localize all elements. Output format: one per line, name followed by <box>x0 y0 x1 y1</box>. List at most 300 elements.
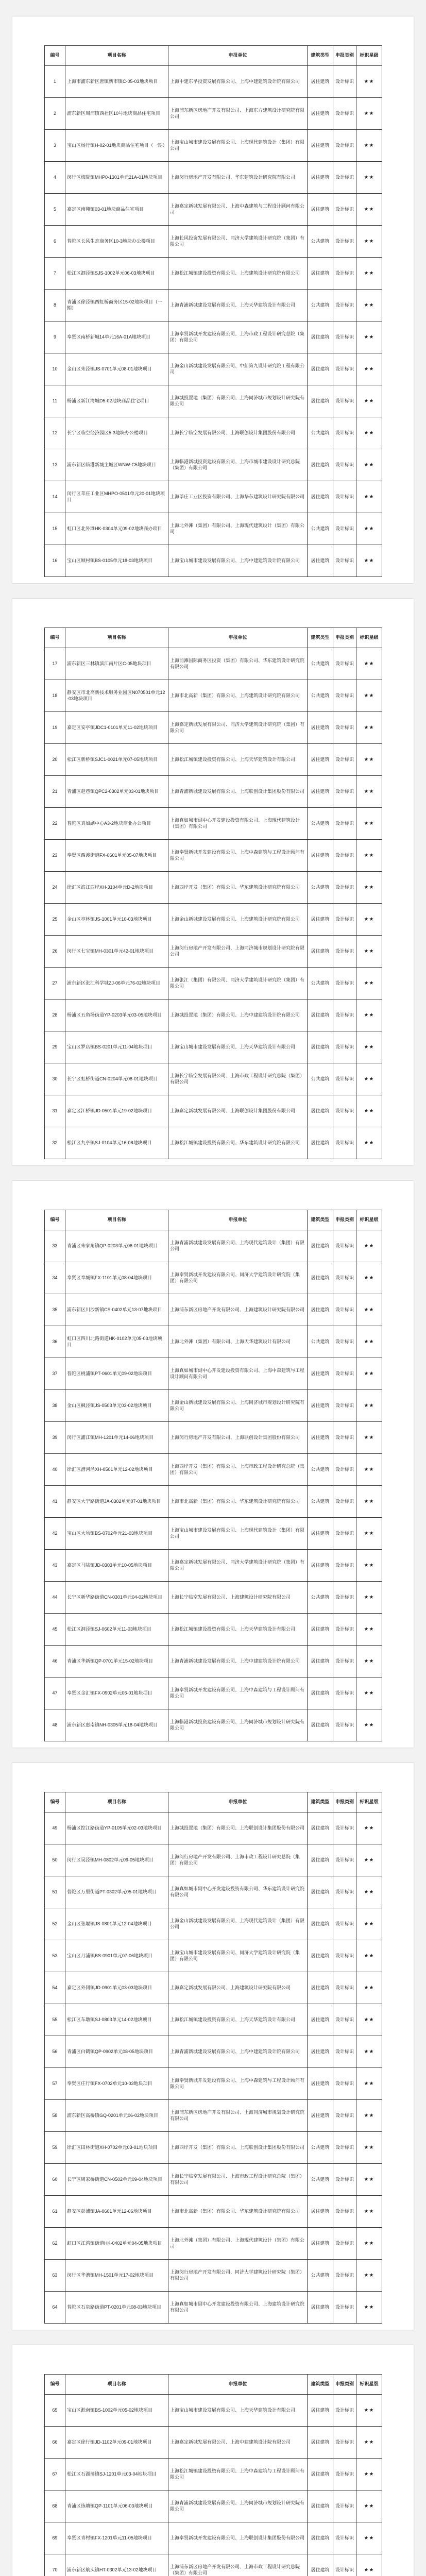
table-row <box>45 744 382 776</box>
cell-applicant: 上海宝山城市建设发展有限公司、上海中建建筑设计院有限公司 <box>168 545 308 577</box>
cell-no: 15 <box>45 513 65 545</box>
cell-building-type: 居住建筑 <box>308 2100 333 2132</box>
table-row <box>45 98 382 130</box>
cell-no: 39 <box>45 1422 65 1454</box>
cell-star-rating: ★★ <box>356 2522 382 2554</box>
cell-building-type: 居住建筑 <box>308 1614 333 1646</box>
cell-project-name: 普陀区长风生态商务区10-3地块办公楼项目 <box>65 226 168 258</box>
cell-building-type: 居住建筑 <box>308 1646 333 1677</box>
cell-project-name: 普陀区真如副中心A3-2地块商业办公项目 <box>65 808 168 840</box>
cell-project-name: 静安区彭浦镇JA-0601单元12-06地块项目 <box>65 2196 168 2228</box>
table-row <box>45 2292 382 2324</box>
cell-applicant: 上海宝山城市建设发展有限公司、上海天华建筑设计有限公司 <box>168 1031 308 1063</box>
cell-category: 设计标识 <box>333 258 356 290</box>
cell-star-rating: ★★ <box>356 872 382 904</box>
cell-category: 设计标识 <box>333 2260 356 2292</box>
header-name: 项目名称 <box>65 628 168 648</box>
cell-category: 设计标识 <box>333 1294 356 1326</box>
cell-building-type: 居住建筑 <box>308 1294 333 1326</box>
cell-project-name: 静安区大宁路街道JA-0302单元07-01地块项目 <box>65 1486 168 1518</box>
cell-category: 设计标识 <box>333 290 356 321</box>
cell-applicant: 上海真如城市副中心开发建设投资有限公司、上海现代建筑设计（集团）有限公司 <box>168 808 308 840</box>
header-name: 项目名称 <box>65 2375 168 2395</box>
cell-category: 设计标识 <box>333 162 356 194</box>
cell-star-rating: ★★ <box>356 2068 382 2100</box>
cell-category: 设计标识 <box>333 2100 356 2132</box>
cell-project-name: 青浦区白鹤镇QP-0902单元08-05地块项目 <box>65 2036 168 2068</box>
cell-project-name: 宝山区大场镇BS-0702单元21-03地块项目 <box>65 1518 168 1550</box>
cell-no: 1 <box>45 66 65 98</box>
header-unit: 申报单位 <box>168 1210 308 1230</box>
cell-no: 19 <box>45 712 65 744</box>
cell-category: 设计标识 <box>333 2522 356 2554</box>
cell-project-name: 闵行区莘庄工业区MHPO-0501单元20-01地块项目 <box>65 481 168 513</box>
cell-category: 设计标识 <box>333 2132 356 2164</box>
cell-category: 设计标识 <box>333 321 356 353</box>
project-table <box>44 45 382 577</box>
cell-applicant: 上海长宁临空发展有限公司、上海市政工程设计研究总院（集团）有限公司 <box>168 1063 308 1095</box>
cell-applicant: 上海奉贤新城开发建设有限公司、上海中森建筑与工程设计顾问有限公司 <box>168 840 308 872</box>
header-mark: 标识星级 <box>356 628 382 648</box>
cell-star-rating: ★★ <box>356 1844 382 1876</box>
cell-star-rating: ★★ <box>356 776 382 808</box>
cell-star-rating: ★★ <box>356 481 382 513</box>
cell-category: 设计标识 <box>333 226 356 258</box>
cell-project-name: 浦东新区张江科学城ZJ-06单元76-02地块项目 <box>65 968 168 999</box>
table-row <box>45 417 382 449</box>
cell-star-rating: ★★ <box>356 1262 382 1294</box>
cell-applicant: 上海长宁临空发展有限公司、上海市政工程设计研究总院（集团）有限公司 <box>168 2164 308 2196</box>
cell-category: 设计标识 <box>333 2554 356 2576</box>
cell-building-type: 居住建筑 <box>308 1844 333 1876</box>
cell-project-name: 杨浦区新江湾城D5-02地块商品住宅项目 <box>65 385 168 417</box>
cell-no: 32 <box>45 1127 65 1159</box>
cell-building-type: 居住建筑 <box>308 999 333 1031</box>
cell-project-name: 青浦区赵巷镇QPC2-0302单元03-01地块项目 <box>65 776 168 808</box>
cell-building-type: 居住建筑 <box>308 1031 333 1063</box>
cell-project-name: 嘉定区马陆镇JD-0303单元10-05地块项目 <box>65 1550 168 1582</box>
cell-category: 设计标识 <box>333 999 356 1031</box>
header-type: 建筑类型 <box>308 46 333 66</box>
cell-no: 7 <box>45 258 65 290</box>
header-no: 编号 <box>45 1210 65 1230</box>
header-type: 建筑类型 <box>308 1792 333 1812</box>
cell-project-name: 闵行区吴泾镇MH-0802单元09-05地块项目 <box>65 1844 168 1876</box>
cell-star-rating: ★★ <box>356 417 382 449</box>
table-row <box>45 1646 382 1677</box>
cell-no: 14 <box>45 481 65 513</box>
cell-star-rating: ★★ <box>356 808 382 840</box>
cell-project-name: 松江区九亭镇SJ-0104单元16-08地块项目 <box>65 1127 168 1159</box>
cell-building-type: 居住建筑 <box>308 1550 333 1582</box>
table-row <box>45 1709 382 1741</box>
cell-building-type: 居住建筑 <box>308 1127 333 1159</box>
table-header <box>45 628 382 648</box>
cell-no: 55 <box>45 2004 65 2036</box>
cell-project-name: 闵行区梅陇镇MHP0-1301单元21A-01地块项目 <box>65 162 168 194</box>
table-row <box>45 872 382 904</box>
cell-category: 设计标识 <box>333 449 356 481</box>
cell-applicant: 上海松江城镇建设投资有限公司、上海天华建筑设计有限公司 <box>168 2004 308 2036</box>
cell-building-type: 公共建筑 <box>308 968 333 999</box>
cell-project-name: 松江区洞泾镇SJ-0602单元11-03地块项目 <box>65 1614 168 1646</box>
cell-star-rating: ★★ <box>356 1454 382 1486</box>
cell-building-type: 公共建筑 <box>308 1454 333 1486</box>
cell-no: 4 <box>45 162 65 194</box>
cell-project-name: 青浦区徐泾镇西虹桥商务区15-02地块项目（一期） <box>65 290 168 321</box>
cell-applicant: 上海市北高新（集团）有限公司、华东建筑设计研究院有限公司 <box>168 2196 308 2228</box>
cell-category: 设计标识 <box>333 1614 356 1646</box>
cell-applicant: 上海金山新城建设发展有限公司、上海建筑设计研究院有限公司 <box>168 904 308 936</box>
cell-applicant: 上海松江城镇建设投资有限公司、上海建筑设计研究院有限公司 <box>168 258 308 290</box>
table-row <box>45 2490 382 2522</box>
cell-no: 48 <box>45 1709 65 1741</box>
cell-applicant: 上海青浦新城建设发展有限公司、上海中建建筑设计院有限公司 <box>168 2036 308 2068</box>
cell-project-name: 松江区车墩镇SJ-0803单元14-02地块项目 <box>65 2004 168 2036</box>
cell-no: 43 <box>45 1550 65 1582</box>
cell-applicant: 上海松江城镇建设投资有限公司、华东建筑设计研究院有限公司 <box>168 1127 308 1159</box>
cell-building-type: 居住建筑 <box>308 321 333 353</box>
cell-project-name: 宝山区淞南镇BS-1002单元05-02地块项目 <box>65 2395 168 2427</box>
cell-applicant: 上海嘉定新城发展有限公司、同济大学建筑设计研究院（集团）有限公司 <box>168 1550 308 1582</box>
cell-building-type: 居住建筑 <box>308 2004 333 2036</box>
cell-category: 设计标识 <box>333 2004 356 2036</box>
cell-building-type: 公共建筑 <box>308 1063 333 1095</box>
cell-star-rating: ★★ <box>356 840 382 872</box>
cell-applicant: 上海闵行房地产开发有限公司、华东建筑设计研究院有限公司 <box>168 162 308 194</box>
cell-category: 设计标识 <box>333 1063 356 1095</box>
cell-building-type: 居住建筑 <box>308 2427 333 2459</box>
cell-no: 64 <box>45 2292 65 2324</box>
cell-building-type: 居住建筑 <box>308 1422 333 1454</box>
table-row <box>45 1677 382 1709</box>
cell-star-rating: ★★ <box>356 2164 382 2196</box>
cell-category: 设计标识 <box>333 98 356 130</box>
cell-project-name: 浦东新区惠南镇NH-0305单元18-04地块项目 <box>65 1709 168 1741</box>
table-row <box>45 680 382 712</box>
cell-building-type: 居住建筑 <box>308 1876 333 1908</box>
cell-building-type: 公共建筑 <box>308 2260 333 2292</box>
cell-project-name: 杨浦区控江路街道YP-0105单元02-03地块项目 <box>65 1812 168 1844</box>
cell-star-rating: ★★ <box>356 1294 382 1326</box>
table-row <box>45 968 382 999</box>
header-type: 建筑类型 <box>308 2375 333 2395</box>
cell-building-type: 居住建筑 <box>308 1518 333 1550</box>
cell-no: 45 <box>45 1614 65 1646</box>
cell-star-rating: ★★ <box>356 545 382 577</box>
cell-category: 设计标识 <box>333 1422 356 1454</box>
cell-applicant: 上海中建东孚投资发展有限公司、上海中建建筑设计院有限公司 <box>168 66 308 98</box>
cell-star-rating: ★★ <box>356 2490 382 2522</box>
cell-applicant: 上海宝山城市建设发展有限公司、上海现代建筑设计（集团）有限公司 <box>168 130 308 162</box>
cell-building-type: 公共建筑 <box>308 648 333 680</box>
table-row <box>45 1844 382 1876</box>
cell-building-type: 居住建筑 <box>308 545 333 577</box>
cell-no: 62 <box>45 2228 65 2260</box>
cell-project-name: 徐汇区漕河泾XH-0501单元12-02地块项目 <box>65 1454 168 1486</box>
cell-applicant: 上海金山新城建设发展有限公司、上海同济城市规划设计研究院有限公司 <box>168 1390 308 1422</box>
cell-applicant: 上海北外滩（集团）有限公司、上海天华建筑设计有限公司 <box>168 1326 308 1358</box>
cell-project-name: 奉贤区青村镇FX-1201单元11-05地块项目 <box>65 2522 168 2554</box>
table-row <box>45 2068 382 2100</box>
header-mark: 标识星级 <box>356 1210 382 1230</box>
cell-no: 27 <box>45 968 65 999</box>
cell-applicant: 上海奉贤新城开发建设有限公司、上海中森建筑与工程设计顾问有限公司 <box>168 1677 308 1709</box>
cell-applicant: 上海金山新城建设发展有限公司、中船第九设计研究院工程有限公司 <box>168 353 308 385</box>
table-row <box>45 1390 382 1422</box>
table-row <box>45 1550 382 1582</box>
table-row <box>45 1031 382 1063</box>
cell-project-name: 闵行区七宝镇MH-0301单元42-01地块项目 <box>65 936 168 968</box>
cell-building-type: 居住建筑 <box>308 130 333 162</box>
cell-no: 37 <box>45 1358 65 1390</box>
cell-no: 33 <box>45 1230 65 1262</box>
cell-building-type: 居住建筑 <box>308 194 333 226</box>
cell-star-rating: ★★ <box>356 1677 382 1709</box>
cell-star-rating: ★★ <box>356 1582 382 1614</box>
cell-no: 28 <box>45 999 65 1031</box>
cell-no: 50 <box>45 1844 65 1876</box>
cell-category: 设计标识 <box>333 1262 356 1294</box>
cell-category: 设计标识 <box>333 648 356 680</box>
cell-category: 设计标识 <box>333 1358 356 1390</box>
table-row <box>45 290 382 321</box>
cell-project-name: 长宁区新华路街道CN-0301单元04-02地块项目 <box>65 1582 168 1614</box>
cell-category: 设计标识 <box>333 776 356 808</box>
cell-project-name: 浦东新区航头镇HT-0302单元13-02地块项目 <box>65 2554 168 2576</box>
cell-star-rating: ★★ <box>356 999 382 1031</box>
cell-no: 42 <box>45 1518 65 1550</box>
cell-no: 41 <box>45 1486 65 1518</box>
cell-category: 设计标识 <box>333 904 356 936</box>
cell-category: 设计标识 <box>333 808 356 840</box>
cell-building-type: 居住建筑 <box>308 936 333 968</box>
table-row <box>45 712 382 744</box>
cell-category: 设计标识 <box>333 1908 356 1940</box>
cell-star-rating: ★★ <box>356 449 382 481</box>
cell-project-name: 浦东新区三林镇滨江南片区C-05地块项目 <box>65 648 168 680</box>
cell-category: 设计标识 <box>333 712 356 744</box>
cell-building-type: 居住建筑 <box>308 1262 333 1294</box>
cell-no: 53 <box>45 1940 65 1972</box>
table-row <box>45 385 382 417</box>
table-body <box>45 1230 382 1741</box>
cell-project-name: 浦东新区川沙新镇CS-0402单元13-07地块项目 <box>65 1294 168 1326</box>
cell-applicant: 上海青浦新城建设发展有限公司、上海联创设计集团股份有限公司 <box>168 776 308 808</box>
cell-project-name: 闵行区华漕镇MH-1501单元17-02地块项目 <box>65 2260 168 2292</box>
table-row <box>45 776 382 808</box>
cell-no: 23 <box>45 840 65 872</box>
table-row <box>45 2004 382 2036</box>
cell-star-rating: ★★ <box>356 130 382 162</box>
table-row <box>45 449 382 481</box>
cell-applicant: 上海西岸开发（集团）有限公司、上海联创设计集团股份有限公司 <box>168 2132 308 2164</box>
cell-star-rating: ★★ <box>356 2004 382 2036</box>
header-category: 申报类别 <box>333 46 356 66</box>
cell-applicant: 上海嘉定新城发展有限公司、上海建筑设计研究院有限公司 <box>168 1972 308 2004</box>
cell-building-type: 居住建筑 <box>308 1230 333 1262</box>
cell-building-type: 居住建筑 <box>308 776 333 808</box>
table-row <box>45 2196 382 2228</box>
cell-no: 22 <box>45 808 65 840</box>
cell-star-rating: ★★ <box>356 936 382 968</box>
cell-star-rating: ★★ <box>356 1063 382 1095</box>
cell-project-name: 奉贤区金汇镇FX-0902单元06-01地块项目 <box>65 1677 168 1709</box>
cell-category: 设计标识 <box>333 936 356 968</box>
cell-project-name: 金山区亭林镇JS-1001单元10-03地块项目 <box>65 904 168 936</box>
cell-category: 设计标识 <box>333 2490 356 2522</box>
cell-category: 设计标识 <box>333 2228 356 2260</box>
table-row <box>45 1358 382 1390</box>
cell-category: 设计标识 <box>333 1390 356 1422</box>
table-row <box>45 258 382 290</box>
cell-category: 设计标识 <box>333 1709 356 1741</box>
table-row <box>45 513 382 545</box>
cell-project-name: 奉贤区庄行镇FX-0702单元10-03地块项目 <box>65 2068 168 2100</box>
cell-no: 3 <box>45 130 65 162</box>
cell-no: 60 <box>45 2164 65 2196</box>
table-row <box>45 2132 382 2164</box>
cell-project-name: 青浦区朱家角镇QP-0203单元06-01地块项目 <box>65 1230 168 1262</box>
cell-project-name: 长宁区周家桥街道CN-0502单元09-04地块项目 <box>65 2164 168 2196</box>
cell-building-type: 公共建筑 <box>308 872 333 904</box>
cell-star-rating: ★★ <box>356 1127 382 1159</box>
cell-project-name: 徐汇区滨江西岸XH-3104单元D-2地块项目 <box>65 872 168 904</box>
cell-project-name: 嘉定区安亭镇JDC1-0101单元11-02地块项目 <box>65 712 168 744</box>
document-page-5 <box>12 2345 414 2576</box>
cell-star-rating: ★★ <box>356 98 382 130</box>
cell-applicant: 上海宝山城市建设发展有限公司、同济大学建筑设计研究院（集团）有限公司 <box>168 1940 308 1972</box>
cell-building-type: 居住建筑 <box>308 2459 333 2490</box>
project-table <box>44 1210 382 1741</box>
cell-building-type: 居住建筑 <box>308 2036 333 2068</box>
cell-star-rating: ★★ <box>356 680 382 712</box>
project-table <box>44 2374 382 2576</box>
cell-star-rating: ★★ <box>356 2132 382 2164</box>
cell-applicant: 上海浦东新区房地产开发有限公司、上海建筑设计研究院有限公司 <box>168 1294 308 1326</box>
cell-building-type: 公共建筑 <box>308 513 333 545</box>
cell-project-name: 长宁区虹桥街道CN-0204单元08-01地块项目 <box>65 1063 168 1095</box>
cell-category: 设计标识 <box>333 417 356 449</box>
table-row <box>45 1972 382 2004</box>
header-name: 项目名称 <box>65 46 168 66</box>
cell-applicant: 上海嘉定新城发展有限公司、上海联创设计集团股份有限公司 <box>168 1095 308 1127</box>
cell-building-type: 公共建筑 <box>308 226 333 258</box>
cell-no: 47 <box>45 1677 65 1709</box>
cell-building-type: 公共建筑 <box>308 417 333 449</box>
cell-applicant: 上海松江城镇建设投资有限公司、上海天华建筑设计有限公司 <box>168 744 308 776</box>
cell-project-name: 徐汇区田林街道XH-0702单元03-01地块项目 <box>65 2132 168 2164</box>
cell-applicant: 上海奉贤新城开发建设有限公司、上海联创设计集团股份有限公司 <box>168 2522 308 2554</box>
cell-no: 68 <box>45 2490 65 2522</box>
table-row <box>45 353 382 385</box>
cell-no: 17 <box>45 648 65 680</box>
cell-applicant: 上海青浦新城建设发展有限公司、上海中建建筑设计院有限公司 <box>168 1646 308 1677</box>
cell-category: 设计标识 <box>333 1812 356 1844</box>
cell-building-type: 居住建筑 <box>308 2554 333 2576</box>
cell-star-rating: ★★ <box>356 353 382 385</box>
cell-category: 设计标识 <box>333 1550 356 1582</box>
cell-category: 设计标识 <box>333 1646 356 1677</box>
cell-building-type: 居住建筑 <box>308 1940 333 1972</box>
document-page-3 <box>12 1181 414 1748</box>
cell-applicant: 上海奉贤新城开发建设有限公司、上海市政工程设计研究总院（集团）有限公司 <box>168 321 308 353</box>
cell-category: 设计标识 <box>333 1031 356 1063</box>
cell-project-name: 奉贤区西渡街道FX-0601单元05-07地块项目 <box>65 840 168 872</box>
cell-no: 29 <box>45 1031 65 1063</box>
table-row <box>45 1326 382 1358</box>
cell-no: 6 <box>45 226 65 258</box>
cell-building-type: 居住建筑 <box>308 1908 333 1940</box>
cell-category: 设计标识 <box>333 353 356 385</box>
table-row <box>45 1812 382 1844</box>
cell-applicant: 上海奉贤新城开发建设有限公司、上海中森建筑与工程设计顾问有限公司 <box>168 2068 308 2100</box>
header-type: 建筑类型 <box>308 1210 333 1230</box>
table-row <box>45 1127 382 1159</box>
cell-building-type: 公共建筑 <box>308 2164 333 2196</box>
header-mark: 标识星级 <box>356 1792 382 1812</box>
cell-category: 设计标识 <box>333 130 356 162</box>
cell-applicant: 上海北外滩（集团）有限公司、上海现代建筑设计（集团）有限公司 <box>168 513 308 545</box>
cell-building-type: 居住建筑 <box>308 98 333 130</box>
cell-category: 设计标识 <box>333 2196 356 2228</box>
cell-building-type: 居住建筑 <box>308 840 333 872</box>
cell-building-type: 居住建筑 <box>308 904 333 936</box>
cell-applicant: 上海嘉定新城发展有限公司、同济大学建筑设计研究院（集团）有限公司 <box>168 712 308 744</box>
cell-applicant: 上海闵行房地产开发有限公司、上海同济城市规划设计研究院有限公司 <box>168 936 308 968</box>
cell-building-type: 公共建筑 <box>308 1486 333 1518</box>
header-unit: 申报单位 <box>168 1792 308 1812</box>
document-page-1 <box>12 16 414 583</box>
cell-building-type: 居住建筑 <box>308 2395 333 2427</box>
table-row <box>45 2427 382 2459</box>
table-row <box>45 66 382 98</box>
cell-star-rating: ★★ <box>356 290 382 321</box>
header-mark: 标识星级 <box>356 2375 382 2395</box>
cell-star-rating: ★★ <box>356 385 382 417</box>
cell-no: 16 <box>45 545 65 577</box>
cell-no: 12 <box>45 417 65 449</box>
cell-category: 设计标识 <box>333 2395 356 2427</box>
cell-no: 20 <box>45 744 65 776</box>
header-name: 项目名称 <box>65 1792 168 1812</box>
cell-applicant: 上海前滩国际商务区投资（集团）有限公司、华东建筑设计研究院有限公司 <box>168 648 308 680</box>
cell-star-rating: ★★ <box>356 1358 382 1390</box>
table-row <box>45 2459 382 2490</box>
cell-project-name: 普陀区万里街道PT-0302单元05-01地块项目 <box>65 1876 168 1908</box>
cell-no: 31 <box>45 1095 65 1127</box>
cell-applicant: 上海临港新城投资建设有限公司、上海市城市建设设计研究总院（集团）有限公司 <box>168 449 308 481</box>
header-category: 申报类别 <box>333 628 356 648</box>
cell-star-rating: ★★ <box>356 1326 382 1358</box>
cell-project-name: 宝山区顾村镇BS-0105单元18-03地块项目 <box>65 545 168 577</box>
cell-category: 设计标识 <box>333 840 356 872</box>
table-row <box>45 1095 382 1127</box>
cell-building-type: 公共建筑 <box>308 680 333 712</box>
cell-star-rating: ★★ <box>356 2459 382 2490</box>
table-row <box>45 936 382 968</box>
cell-building-type: 居住建筑 <box>308 1095 333 1127</box>
cell-building-type: 居住建筑 <box>308 1390 333 1422</box>
cell-star-rating: ★★ <box>356 1518 382 1550</box>
cell-project-name: 青浦区练塘镇QP-1101单元06-03地块项目 <box>65 2490 168 2522</box>
cell-project-name: 浦东新区周浦镇西社区10号地块商品住宅项目 <box>65 98 168 130</box>
cell-no: 24 <box>45 872 65 904</box>
cell-star-rating: ★★ <box>356 648 382 680</box>
cell-no: 11 <box>45 385 65 417</box>
header-name: 项目名称 <box>65 1210 168 1230</box>
table-body <box>45 1812 382 2324</box>
